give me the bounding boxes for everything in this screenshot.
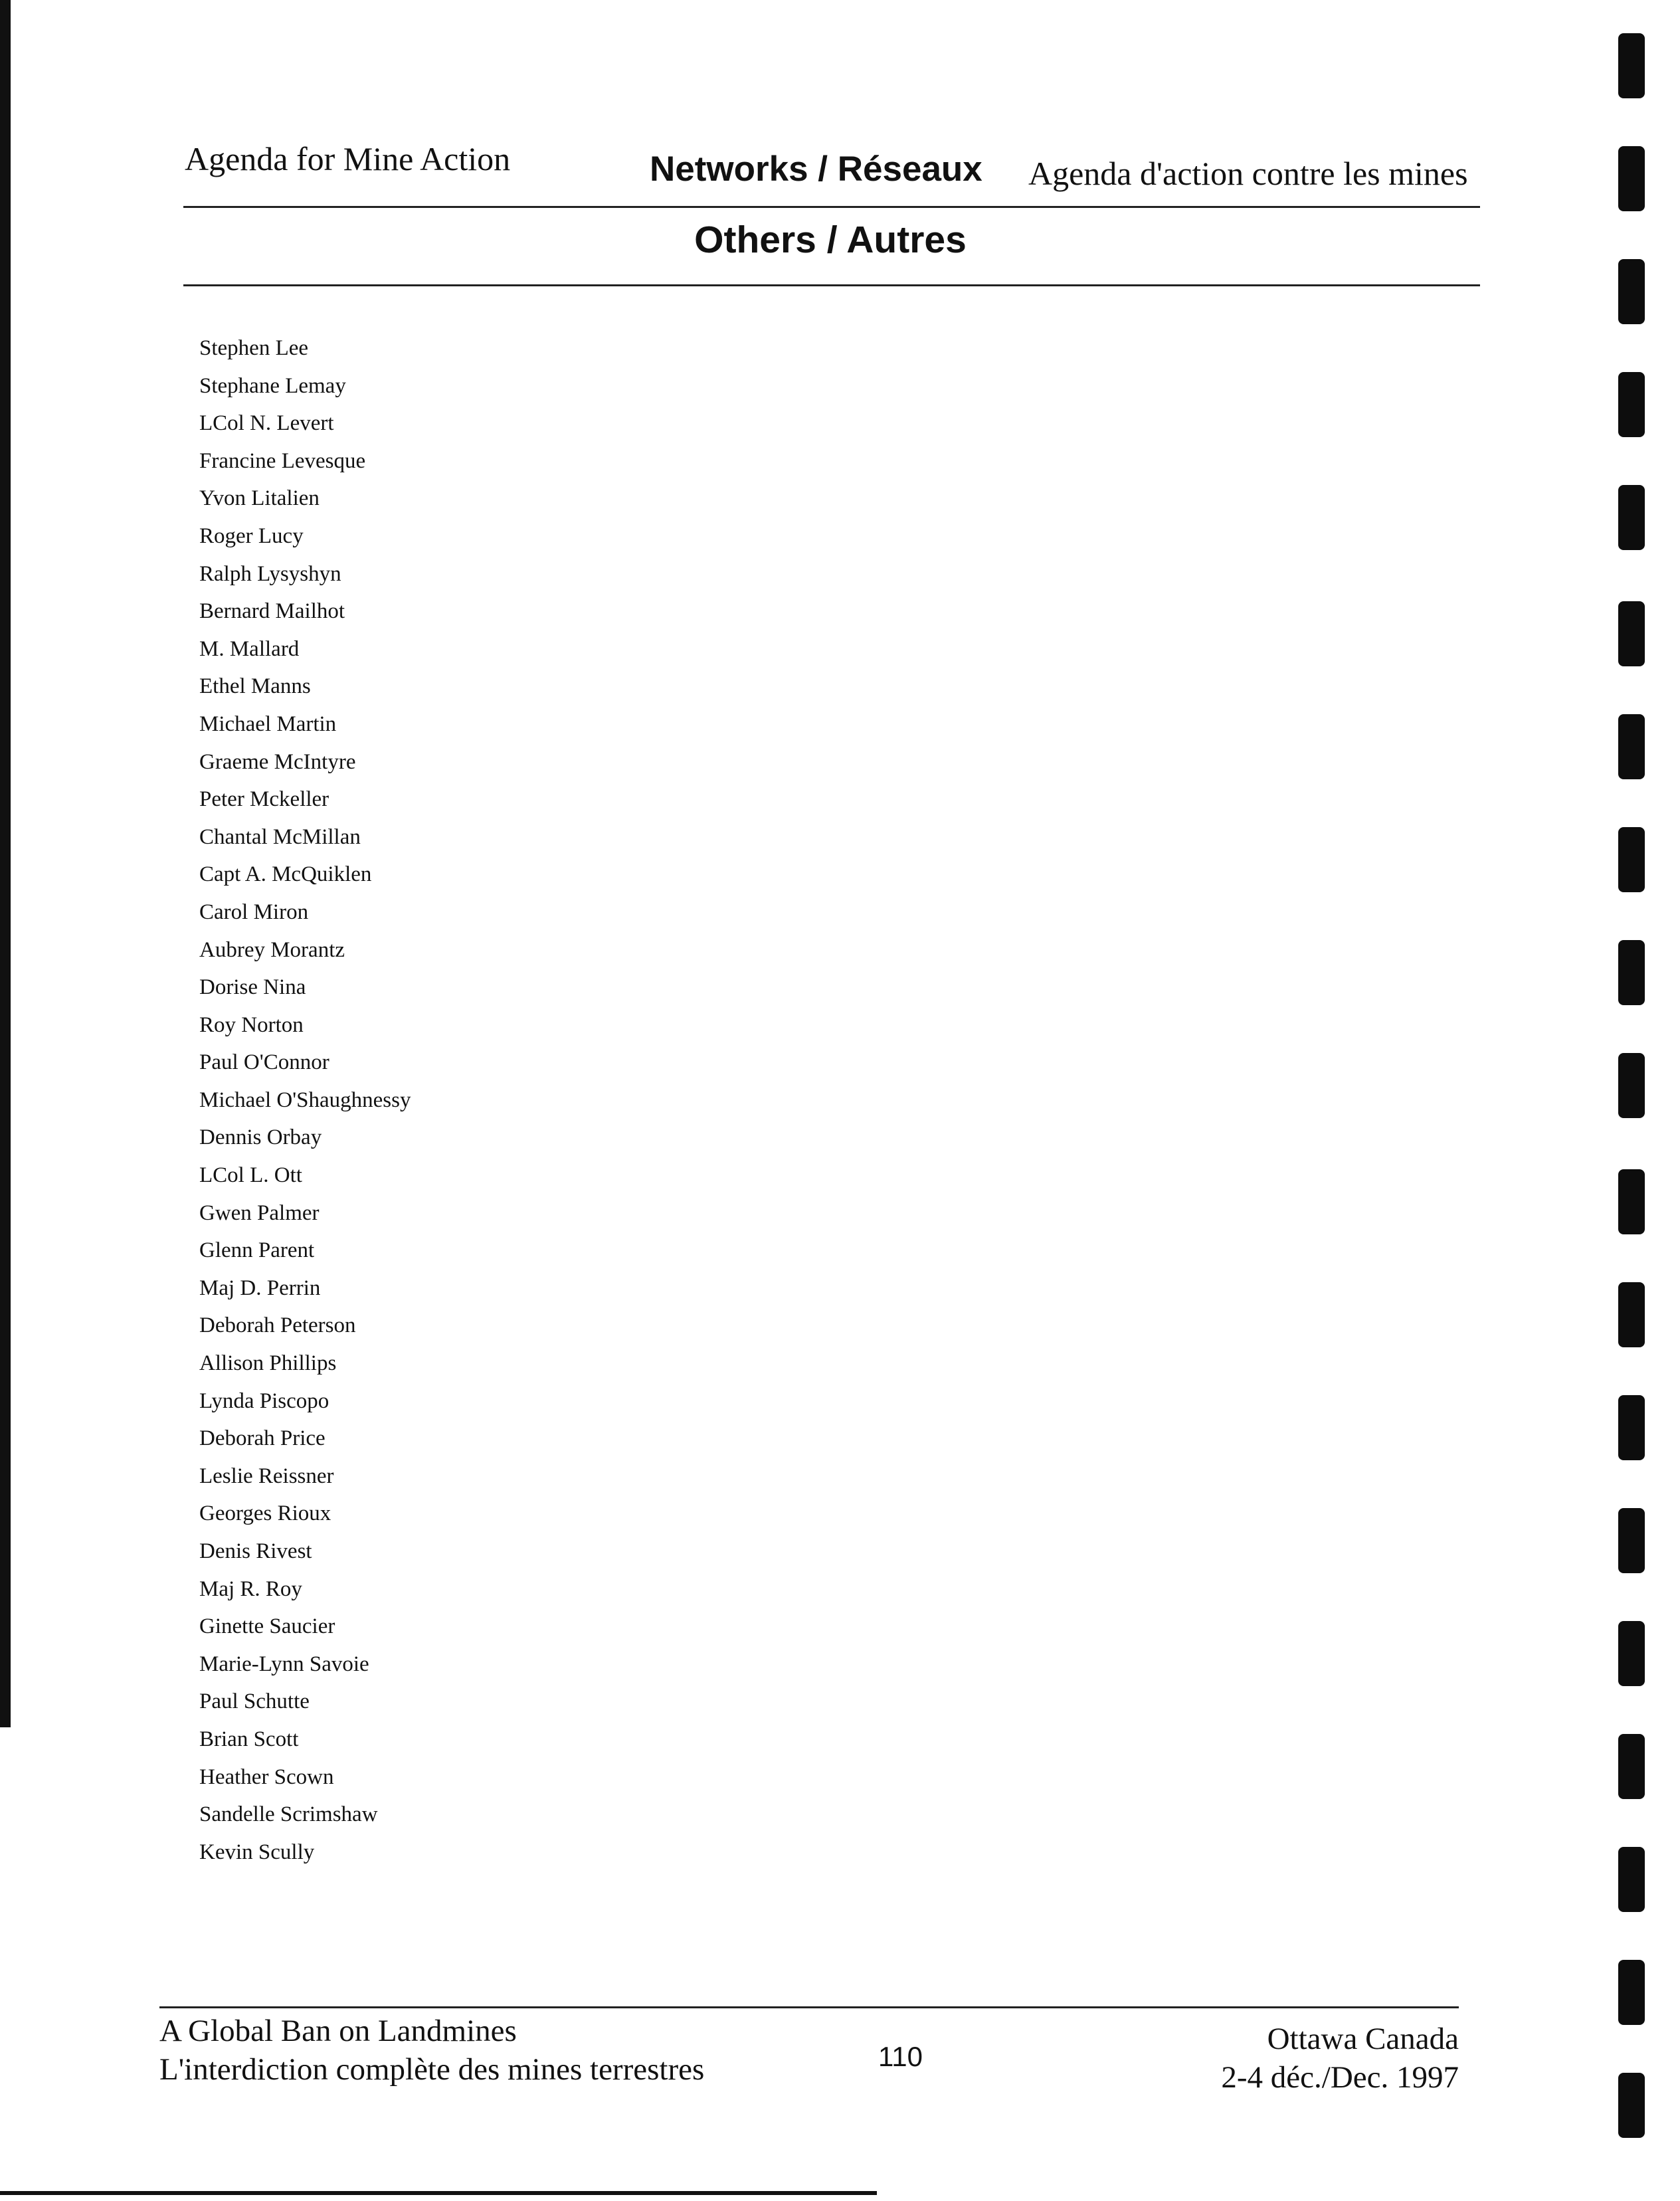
list-item: Chantal McMillan [199,824,361,849]
binding-hole [1618,1282,1645,1347]
footer-left-line2: L'interdiction complète des mines terrestres [159,2052,705,2087]
footer-right-block [1221,2020,1459,2097]
binding-hole [1618,1508,1645,1573]
binding-hole [1618,1169,1645,1234]
page-bottom-edge-shadow [0,2191,877,2195]
list-item: Deborah Price [199,1426,326,1451]
binding-hole [1618,1621,1645,1686]
binding-hole [1618,1960,1645,2025]
list-item: Dennis Orbay [199,1125,322,1150]
binding-hole [1618,601,1645,666]
list-item: Lynda Piscopo [199,1388,329,1413]
list-item: Gwen Palmer [199,1200,320,1225]
binding-hole [1618,940,1645,1005]
page-number: 110 [878,2041,923,2072]
list-item: Francine Levesque [199,448,366,473]
section-title: Others / Autres [694,219,967,261]
binding-hole [1618,259,1645,324]
list-item: Yvon Litalien [199,486,320,511]
header-center-title: Networks / Réseaux [650,149,982,189]
footer-rule [159,2006,1459,2008]
list-item: LCol L. Ott [199,1163,302,1188]
list-item: Bernard Mailhot [199,599,345,624]
section-rule [183,284,1480,286]
list-item: Stephane Lemay [199,373,346,398]
list-item: Roy Norton [199,1012,304,1037]
binding-hole [1618,827,1645,892]
binding-hole [1618,485,1645,550]
footer-left-line1: A Global Ban on Landmines [159,2014,517,2048]
list-item: Marie-Lynn Savoie [199,1652,369,1676]
list-item: Kevin Scully [199,1840,315,1864]
list-item: Maj R. Roy [199,1577,302,1601]
binding-hole [1618,714,1645,779]
list-item: Sandelle Scrimshaw [199,1802,378,1827]
list-item: Paul O'Connor [199,1050,329,1075]
footer-right-line2: 2-4 déc./Dec. 1997 [1221,2060,1459,2095]
list-item: Aubrey Morantz [199,937,345,962]
list-item: Paul Schutte [199,1689,310,1714]
list-item: M. Mallard [199,636,300,661]
binding-hole [1618,146,1645,211]
list-item: Denis Rivest [199,1539,312,1563]
list-item: Ethel Manns [199,674,311,699]
list-item: Heather Scown [199,1765,334,1789]
list-item: Dorise Nina [199,975,306,1000]
header-left-title: Agenda for Mine Action [185,140,511,177]
list-item: Ginette Saucier [199,1614,335,1639]
list-item: Carol Miron [199,900,309,924]
list-item: Ralph Lysyshyn [199,561,341,586]
binding-holes [1618,33,1647,2172]
footer-right-line1: Ottawa Canada [1267,2022,1459,2056]
list-item: Georges Rioux [199,1501,331,1526]
binding-hole [1618,372,1645,437]
binding-hole [1618,33,1645,98]
list-item: Roger Lucy [199,524,304,548]
names-list [199,330,411,1871]
binding-hole [1618,1053,1645,1118]
header-right-title: Agenda d'action contre les mines [1028,155,1468,192]
list-item: Stephen Lee [199,336,309,360]
list-item: Maj D. Perrin [199,1276,321,1300]
list-item: Peter Mckeller [199,787,329,812]
list-item: Brian Scott [199,1727,299,1751]
binding-hole [1618,1395,1645,1460]
binding-hole [1618,1847,1645,1912]
list-item: Glenn Parent [199,1238,315,1263]
binding-hole [1618,1734,1645,1799]
footer-left-block [159,2012,704,2089]
list-item: Capt A. McQuiklen [199,862,372,887]
list-item: Deborah Peterson [199,1313,356,1338]
list-item: Leslie Reissner [199,1464,334,1488]
list-item: Graeme McIntyre [199,749,356,774]
list-item: Michael O'Shaughnessy [199,1088,411,1112]
binding-hole [1618,2073,1645,2138]
header-rule [183,206,1480,208]
list-item: Allison Phillips [199,1351,337,1376]
list-item: Michael Martin [199,712,337,736]
list-item: LCol N. Levert [199,411,334,436]
